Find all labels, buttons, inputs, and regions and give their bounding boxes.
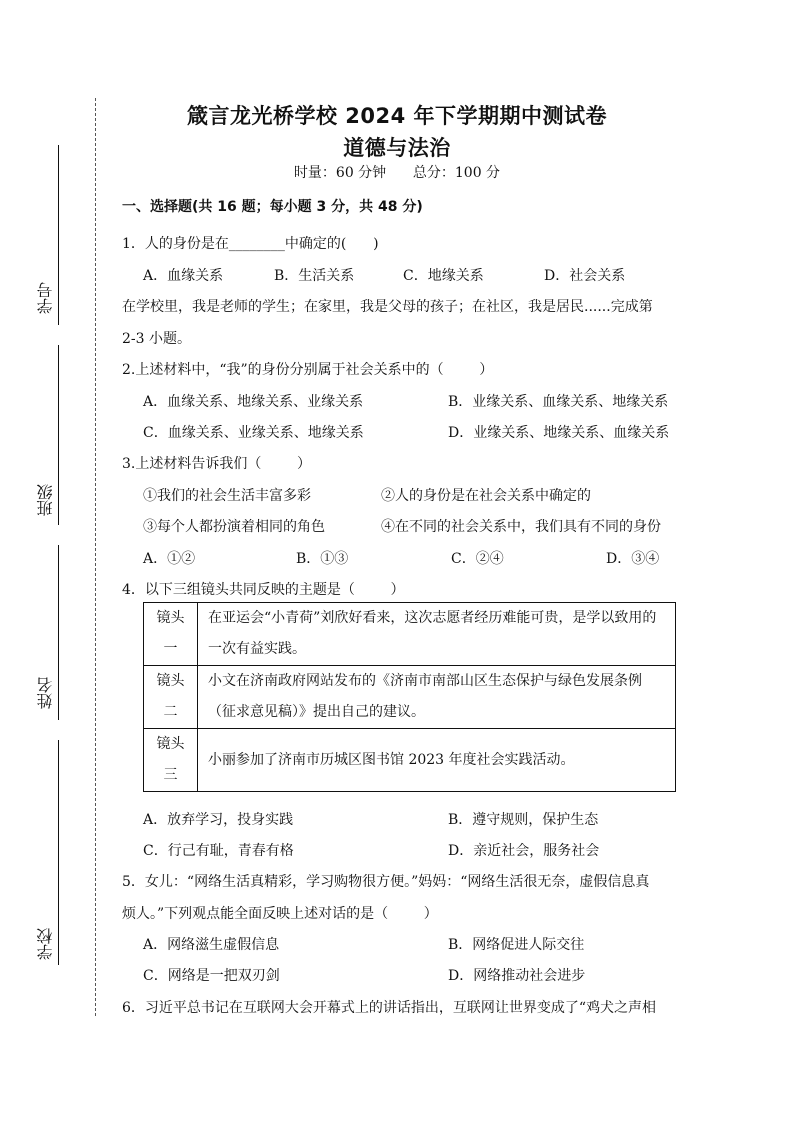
exam-meta: 时量：60 分钟 总分：100 分	[293, 165, 501, 181]
q1-stem: 1．人的身份是在________中确定的( )	[122, 236, 379, 252]
q3-option-b[interactable]: B．①③	[296, 551, 349, 567]
student-id-label: 学号	[36, 282, 55, 314]
shot-label	[144, 729, 198, 792]
q1-option-c[interactable]: C．地缘关系	[403, 268, 484, 284]
q3-option-c[interactable]: C．②④	[451, 551, 504, 567]
shot-text-line-1: 小丽参加了济南市历城区图书馆 2023 年度社会实践活动。	[208, 751, 575, 768]
shot-label-line-2: 三	[163, 767, 178, 783]
q3-option-d[interactable]: D．③④	[606, 551, 660, 567]
section-heading: 一、选择题(共 16 题；每小题 3 分，共 48 分)	[122, 199, 423, 215]
q1-option-a[interactable]: A．血缘关系	[143, 268, 224, 284]
table-row	[144, 603, 676, 666]
shot-label	[144, 666, 198, 729]
q2-option-b[interactable]: B．业缘关系、血缘关系、地缘关系	[448, 394, 669, 410]
table-row	[144, 729, 676, 792]
name-blank[interactable]	[58, 545, 59, 720]
q3-statement-4: ④在不同的社会关系中，我们具有不同的身份	[381, 519, 661, 535]
q2-option-d[interactable]: D．业缘关系、地缘关系、血缘关系	[448, 425, 670, 441]
q4-option-a[interactable]: A．放弃学习，投身实践	[143, 812, 294, 828]
shot-label-line-1: 镜头	[156, 736, 185, 752]
q3-stem: 3.上述材料告诉我们（ ）	[122, 456, 311, 472]
table-row	[144, 666, 676, 729]
class-blank[interactable]	[58, 345, 59, 525]
q2-stem: 2.上述材料中，“我”的身份分别属于社会关系中的（ ）	[122, 362, 494, 378]
q4-option-c[interactable]: C．行己有耻，青春有格	[143, 843, 294, 859]
q5-option-d[interactable]: D．网络推动社会进步	[448, 968, 586, 984]
q3-statement-2: ②人的身份是在社会关系中确定的	[381, 488, 591, 504]
shot-label-line-2: 一	[163, 641, 178, 657]
q2-option-c[interactable]: C．血缘关系、业缘关系、地缘关系	[143, 425, 364, 441]
q5-line-1: 5．女儿：“网络生活真精彩，学习购物很方便。”妈妈：“网络生活很无奈，虚假信息真	[122, 874, 650, 890]
material-line-1: 在学校里，我是老师的学生；在家里，我是父母的孩子；在社区，我是居民......完成第	[122, 299, 653, 315]
q6-line-1: 6．习近平总书记在互联网大会开幕式上的讲话指出，互联网让世界变成了“鸡犬之声相	[122, 1000, 657, 1016]
school-label: 学校	[36, 928, 55, 960]
school-blank[interactable]	[58, 740, 59, 965]
class-label: 班级	[36, 484, 55, 516]
shot-text	[198, 729, 676, 792]
q3-option-a[interactable]: A．①②	[143, 551, 196, 567]
shot-label-line-1: 镜头	[156, 673, 185, 689]
q5-option-c[interactable]: C．网络是一把双刃剑	[143, 968, 280, 984]
q5-line-2: 烦人。”下列观点能全面反映上述对话的是（ ）	[122, 906, 438, 922]
shot-text-line-1: 在亚运会“小青荷”刘欣好看来，这次志愿者经历难能可贵，是学以致用的	[208, 610, 657, 626]
material-line-2: 2-3 小题。	[122, 331, 191, 347]
shot-label-line-1: 镜头	[156, 610, 185, 626]
binding-dashed-line	[95, 98, 96, 1016]
q4-shots-table	[143, 602, 676, 792]
shot-text-line-2: （征求意见稿）》提出自己的建议。	[208, 704, 425, 720]
q5-option-b[interactable]: B．网络促进人际交往	[448, 937, 585, 953]
shot-label	[144, 603, 198, 666]
name-label: 姓名	[36, 677, 55, 709]
q4-option-d[interactable]: D．亲近社会，服务社会	[448, 843, 600, 859]
q3-statement-3: ③每个人都扮演着相同的角色	[143, 519, 325, 535]
subject-title: 道德与法治	[343, 136, 451, 160]
shot-text	[198, 603, 676, 666]
q5-option-a[interactable]: A．网络滋生虚假信息	[143, 937, 280, 953]
shot-text-line-2: 一次有益实践。	[208, 641, 306, 657]
q1-option-b[interactable]: B．生活关系	[274, 268, 355, 284]
q4-option-b[interactable]: B．遵守规则，保护生态	[448, 812, 599, 828]
q4-stem: 4．以下三组镜头共同反映的主题是（ ）	[122, 582, 405, 598]
q2-option-a[interactable]: A．血缘关系、地缘关系、业缘关系	[143, 394, 364, 410]
q1-option-d[interactable]: D．社会关系	[544, 268, 626, 284]
shot-text-line-1: 小文在济南政府网站发布的《济南市南部山区生态保护与绿色发展条例	[208, 673, 642, 689]
shot-text	[198, 666, 676, 729]
q3-statement-1: ①我们的社会生活丰富多彩	[143, 488, 311, 504]
shot-label-line-2: 二	[163, 704, 178, 720]
exam-title: 箴言龙光桥学校 2024 年下学期期中测试卷	[186, 104, 608, 128]
